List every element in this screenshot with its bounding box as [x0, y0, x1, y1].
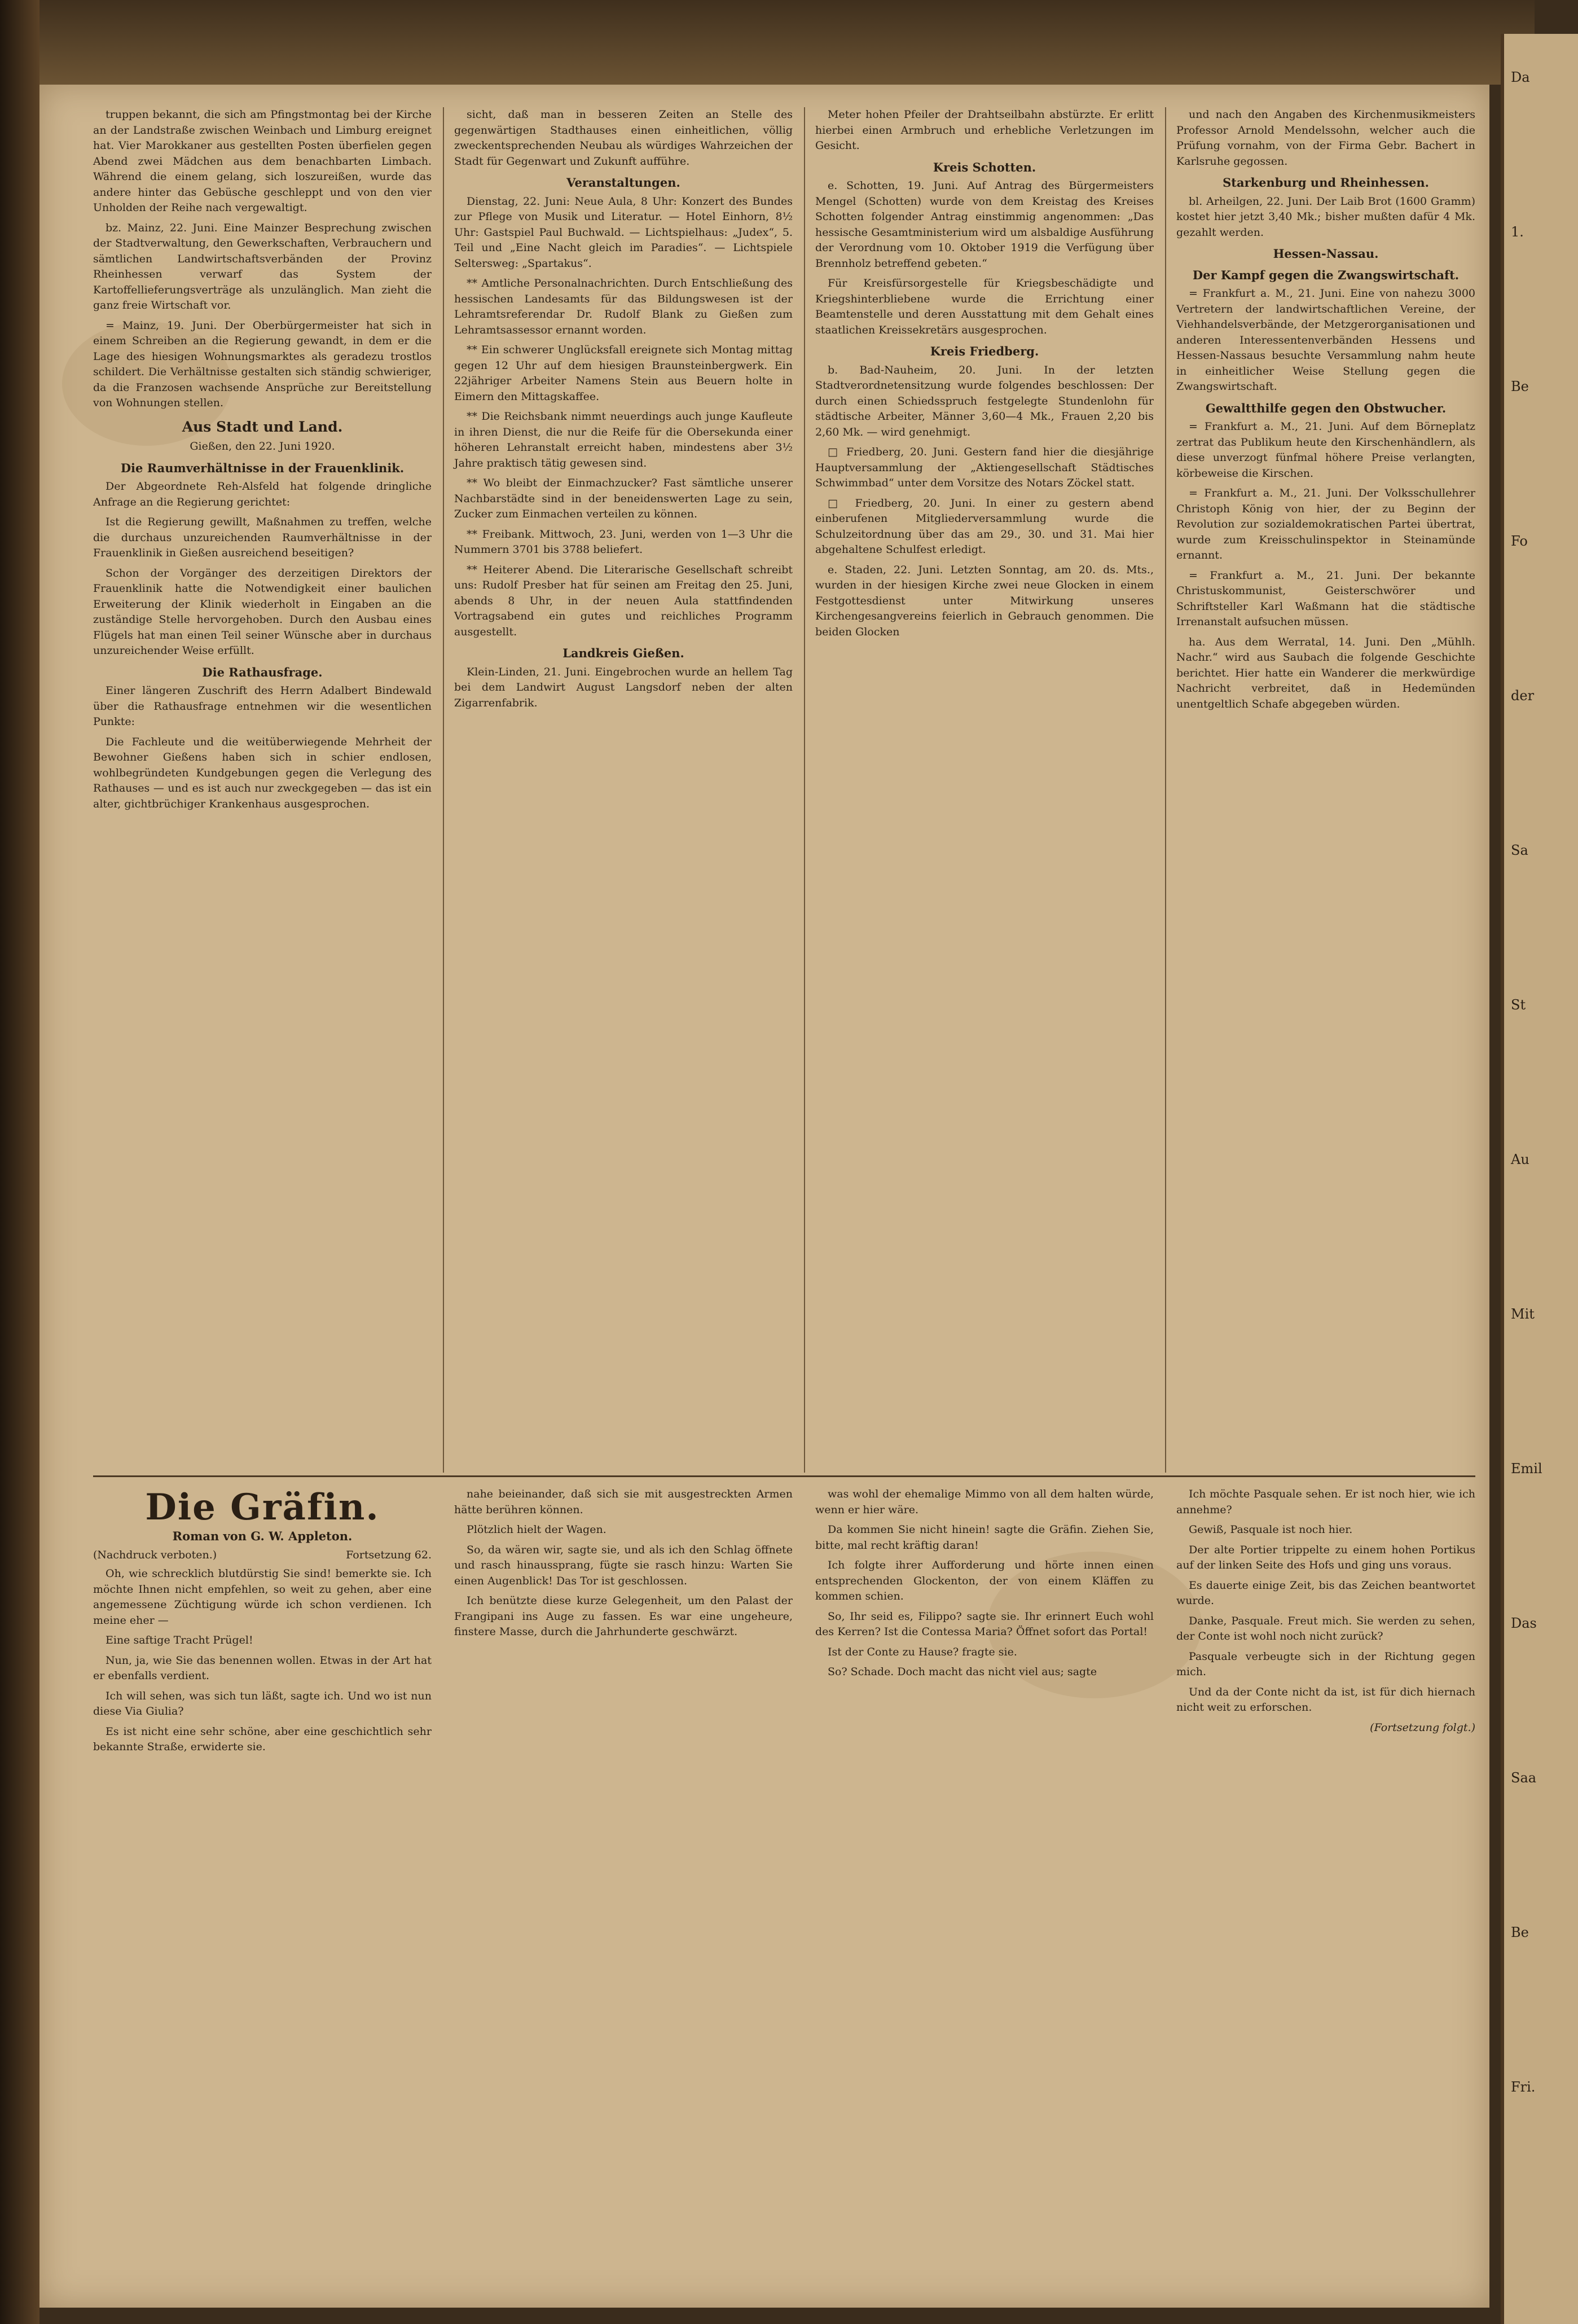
- article-paragraph: bz. Mainz, 22. Juni. Eine Mainzer Besprechung zwischen der Stadtverwaltung, den Gewerkschaften, Verbrauchern und sämtlichen Landwirtschaftsverbänden der Provinz Rheinhessen verwarf das System der Kartoffellieferungsverträge als unzulänglich. Man zieht die ganz freie Wirtschaft vor.: [93, 221, 432, 311]
- feuilleton-rule: [93, 1475, 1475, 1477]
- serial-paragraph: Ich möchte Pasquale sehen. Er ist noch hier, wie ich annehme?: [1176, 1488, 1475, 1516]
- dateline: Gießen, den 22. Juni 1920.: [190, 440, 335, 453]
- article-paragraph: Für Kreisfürsorgestelle für Kriegsbeschädigte und Kriegshinterbliebene wurde die Errichtung einer Beamtenstelle und deren Ausstattung mit dem Gehalt eines staatlichen Kreissekretärs ausgesprochen.: [815, 277, 1154, 336]
- serial-paragraph: nahe beieinander, daß sich sie mit ausgestreckten Armen hätte berühren können.: [454, 1488, 793, 1516]
- article-paragraph: = Frankfurt a. M., 21. Juni. Eine von nahezu 3000 Vertretern der landwirtschaftlichen Vereine, der Viehhandelsverbände, der Metzgerorganisationen und anderen Interessentenverbänden Hessens und Hessen-Nassaus besuchte Versammlung nahm heute in einheitlicher Weise Stellung gegen die Zwangswirtschaft.: [1176, 287, 1475, 393]
- article-paragraph: Die Fachleute und die weitüberwiegende Mehrheit der Bewohner Gießens haben sich in schier endlosen, wohlbegründeten Kundgebungen gegen die Verlegung des Rathauses — und es ist auch nur zweckgegeben — das ist ein alter, gichtbrüchiger Krankenhaus ausgesprochen.: [93, 735, 432, 810]
- serial-note: [93, 1548, 432, 1563]
- serial-paragraph: was wohl der ehemalige Mimmo von all dem halten würde, wenn er hier wäre.: [815, 1488, 1154, 1516]
- article-paragraph: ** Wo bleibt der Einmachzucker? Fast sämtliche unserer Nachbarstädte sind in der beneidenswerten Lage zu sein, Zucker zum Einmachen verteilen zu können.: [454, 477, 793, 520]
- adjacent-page-fragment: der: [1511, 688, 1535, 704]
- installment-number: Fortsetzung 62.: [346, 1548, 432, 1561]
- article-paragraph: sicht, daß man in besseren Zeiten an Stelle des gegenwärtigen Stadthauses einen einheitlichen, völlig zweckentsprechenden Neubau als würdiges Wahrzeichen der Stadt für Gegenwart und Zukunft aufführe.: [454, 108, 793, 168]
- adjacent-page-edge: [1501, 34, 1578, 2324]
- serial-paragraph: Ist der Conte zu Hause? fragte sie.: [828, 1645, 1017, 1658]
- section-heading: Landkreis Gießen.: [562, 646, 684, 660]
- serial-column-3: [815, 1487, 1154, 1685]
- article-paragraph: truppen bekannt, die sich am Pfingstmontag bei der Kirche an der Landstraße zwischen Weinbach und Limburg ereignet hat. Vier Marokkaner aus gestellten Posten überfielen gegen Abend zwei Mädchen aus dem benachbarten Limbach. Während die einem gelang, sich loszureißen, wurde das andere hinter das Gebüsche geschleppt und von den vier Unholden der Reihe nach vergewaltigt.: [93, 108, 432, 214]
- adjacent-page-fragment: Mit: [1511, 1306, 1535, 1322]
- column-2: [454, 107, 793, 715]
- serial-paragraph: Nun, ja, wie Sie das benennen wollen. Etwas in der Art hat er ebenfalls verdient.: [93, 1654, 432, 1682]
- article-paragraph: Ist die Regierung gewillt, Maßnahmen zu treffen, welche die durchaus unzureichenden Raumverhältnisse in der Frauenklinik in Gießen ausreichend beseitigen?: [93, 516, 432, 559]
- serial-paragraph: Ich will sehen, was sich tun läßt, sagte ich. Und wo ist nun diese Via Giulia?: [93, 1689, 432, 1717]
- serial-paragraph: So, Ihr seid es, Filippo? sagte sie. Ihr erinnert Euch wohl des Kerren? Ist die Contessa Maria? Öffnet sofort das Portal!: [815, 1610, 1154, 1638]
- article-paragraph: Dienstag, 22. Juni: Neue Aula, 8 Uhr: Konzert des Bundes zur Pflege von Musik und Literatur. — Hotel Einhorn, 8½ Uhr: Gastspiel Paul Buchwald. — Lichtspielhaus: „Judex“, 5. Teil und „Eine Nacht gleich im Paradies“. — Lichtspiele Seltersweg: „Spartakus“.: [454, 195, 793, 270]
- section-heading: Aus Stadt und Land.: [182, 418, 343, 435]
- adjacent-page-fragment: Saa: [1511, 1770, 1537, 1786]
- continuation-note: (Fortsetzung folgt.): [1370, 1721, 1475, 1734]
- article-paragraph: ** Heiterer Abend. Die Literarische Gesellschaft schreibt uns: Rudolf Presber hat für seinen am Freitag den 25. Juni, abends 8 Uhr, in der neuen Aula stattfindenden Vortragsabend ein gutes und reichliches Programm ausgestellt.: [454, 563, 793, 638]
- article-paragraph: ** Die Reichsbank nimmt neuerdings auch junge Kaufleute in ihren Dienst, die nur die Reife für die Obersekunda einer höheren Lehranstalt erreicht haben, mindestens aber 3½ Jahre praktisch tätig gewesen sind.: [454, 410, 793, 469]
- column-3: [815, 107, 1154, 644]
- serial-paragraph: Es ist nicht eine sehr schöne, aber eine geschichtlich sehr bekannte Straße, erwiderte sie.: [93, 1725, 432, 1753]
- section-heading: Gewaltthilfe gegen den Obstwucher.: [1205, 401, 1447, 415]
- article-paragraph: = Frankfurt a. M., 21. Juni. Auf dem Börneplatz zertrat das Publikum heute den Kirschenhändlern, als diese unverzogt fünfmal höhere Preise verlangten, körbeweise die Kirschen.: [1176, 420, 1475, 480]
- adjacent-page-fragment: Fo: [1511, 533, 1528, 549]
- section-heading: Starkenburg und Rheinhessen.: [1223, 175, 1429, 190]
- serial-paragraph: Und da der Conte nicht da ist, ist für dich hiernach nicht weit zu erforschen.: [1176, 1685, 1475, 1714]
- column-divider: [443, 107, 444, 1473]
- adjacent-page-fragment: 1.: [1511, 224, 1524, 240]
- adjacent-page-fragment: St: [1511, 997, 1526, 1013]
- article-paragraph: ** Amtliche Personalnachrichten. Durch Entschließung des hessischen Landesamts für das Bildungswesen ist der Lehramtsreferendar Dr. Rudolf Blank zu Gießen zum Lehramtsassessor ernannt worden.: [454, 277, 793, 336]
- article-paragraph: Der Abgeordnete Reh-Alsfeld hat folgende dringliche Anfrage an die Regierung gerichtet:: [93, 480, 432, 508]
- serial-paragraph: Oh, wie schrecklich blutdürstig Sie sind! bemerkte sie. Ich möchte Ihnen nicht empfehlen, so weit zu gehen, aber eine angemessene Züchtigung würde ich schon verdienen. Ich meine eher —: [93, 1567, 432, 1627]
- serial-text: [454, 1487, 793, 1640]
- section-heading: Die Raumverhältnisse in der Frauenklinik.: [120, 460, 405, 475]
- scan-top-edge: [39, 0, 1535, 85]
- serial-title: Die Gräfin.: [145, 1486, 380, 1528]
- serial-text: [1176, 1487, 1475, 1716]
- adjacent-page-fragment: Au: [1511, 1152, 1529, 1167]
- article-paragraph: ** Freibank. Mittwoch, 23. Juni, werden von 1—3 Uhr die Nummern 3701 bis 3788 beliefert.: [454, 528, 793, 556]
- book-spine: [0, 0, 39, 2324]
- section-heading: Kreis Friedberg.: [930, 344, 1039, 358]
- serial-paragraph: Danke, Pasquale. Freut mich. Sie werden zu sehen, der Conte ist wohl noch nicht zurück?: [1176, 1614, 1475, 1642]
- article-paragraph: Klein-Linden, 21. Juni. Eingebrochen wurde an hellem Tag bei dem Landwirt August Langsdorf neben der alten Zigarrenfabrik.: [454, 665, 793, 709]
- section-heading: Hessen-Nassau.: [1273, 247, 1379, 261]
- article-paragraph: und nach den Angaben des Kirchenmusikmeisters Professor Arnold Mendelssohn, welcher auch die Prüfung vornahm, von der Firma Gebr. Bachert in Karlsruhe gegossen.: [1176, 108, 1475, 168]
- serial-paragraph: Der alte Portier trippelte zu einem hohen Portikus auf der linken Seite des Hofs und ging uns voraus.: [1176, 1543, 1475, 1571]
- article-paragraph: = Mainz, 19. Juni. Der Oberbürgermeister hat sich in einem Schreiben an die Regierung gewandt, in dem er die Lage des hiesigen Wohnungsmarktes als geradezu trostlos schildert. Die Verhältnisse gestalten sich ständig schwieriger, da die Franzosen wachsende Ansprüche zur Bereitstellung von Wohnungen stellen.: [93, 319, 432, 409]
- article-paragraph: Schon der Vorgänger des derzeitigen Direktors der Frauenklinik hatte die Notwendigkeit einer baulichen Erweiterung der Klinik wiederholt in Eingaben an die zuständige Stelle hervorgehoben. Durch den Ausbau eines Flügels hat man einen Teil seiner Wünsche aber in durchaus unzureichender Weise erfüllt.: [93, 566, 432, 657]
- section-heading: Veranstaltungen.: [566, 175, 680, 190]
- article-paragraph: e. Schotten, 19. Juni. Auf Antrag des Bürgermeisters Mengel (Schotten) wurde von dem Kreistag des Kreises Schotten folgender Antrag einstimmig angenommen: „Das hessische Gesamtministerium wird um alsbaldige Ausführung der Verordnung vom 10. Oktober 1919 die Verfügung über Brennholz betreffend gebeten.“: [815, 179, 1154, 270]
- article-paragraph: ha. Aus dem Werratal, 14. Juni. Den „Mühlh. Nachr.“ wird aus Saubach die folgende Geschichte berichtet. Hier hatte ein Wanderer die merkwürdige Nachricht verbreitet, daß in Hedemünden unentgeltlich Schafe abgegeben würden.: [1176, 635, 1475, 710]
- adjacent-page-fragment: Das: [1511, 1615, 1537, 1631]
- article-paragraph: Meter hohen Pfeiler der Drahtseilbahn abstürzte. Er erlitt hierbei einen Armbruch und erhebliche Verletzungen im Gesicht.: [815, 108, 1154, 152]
- article-paragraph: □ Friedberg, 20. Juni. In einer zu gestern abend einberufenen Mitgliederversammlung wurde die Schulzeitordnung über das am 29., 30. und 31. Mai hier abgehaltene Schulfest erledigt.: [815, 497, 1154, 556]
- column-1: [93, 107, 432, 816]
- serial-text: [815, 1487, 1154, 1680]
- adjacent-page-fragment: Be: [1511, 1925, 1529, 1940]
- serial-paragraph: Ich benützte diese kurze Gelegenheit, um den Palast der Frangipani ins Auge zu fassen. Es war eine ungeheure, finstere Masse, durch die Jahrhunderte geschwärzt.: [454, 1594, 793, 1638]
- article-paragraph: bl. Arheilgen, 22. Juni. Der Laib Brot (1600 Gramm) kostet hier jetzt 3,40 Mk.; bisher mußten dafür 4 Mk. gezahlt werden.: [1176, 195, 1475, 239]
- serial-paragraph: Gewiß, Pasquale ist noch hier.: [1189, 1523, 1353, 1536]
- serial-paragraph: Es dauerte einige Zeit, bis das Zeichen beantwortet wurde.: [1176, 1579, 1475, 1607]
- serial-column-2: [454, 1487, 793, 1645]
- serial-column-1: [93, 1487, 432, 1760]
- section-heading: Die Rathausfrage.: [202, 665, 323, 679]
- serial-paragraph: Plötzlich hielt der Wagen.: [467, 1523, 606, 1536]
- serial-column-4: [1176, 1487, 1475, 1740]
- article-paragraph: = Frankfurt a. M., 21. Juni. Der Volksschullehrer Christoph König von hier, der zu Beginn der Revolution zur sozialdemokratischen Partei übertrat, wurde zum Kreisschulinspektor in Steinamünde ernannt.: [1176, 487, 1475, 561]
- reprint-notice: (Nachdruck verboten.): [93, 1548, 217, 1561]
- column-divider: [1165, 107, 1166, 1473]
- article-paragraph: Einer längeren Zuschrift des Herrn Adalbert Bindewald über die Rathausfrage entnehmen wir die wesentlichen Punkte:: [93, 684, 432, 728]
- adjacent-page-fragment: Da: [1511, 69, 1530, 85]
- article-paragraph: ** Ein schwerer Unglücksfall ereignete sich Montag mittag gegen 12 Uhr auf dem hiesigen Braunsteinbergwerk. Ein 22jähriger Arbeiter Namens Stein aus Beuern holte in Eimern den Mittagskaffee.: [454, 344, 793, 403]
- adjacent-page-fragment: Fri.: [1511, 2079, 1536, 2095]
- serial-author: Roman von G. W. Appleton.: [172, 1529, 353, 1543]
- serial-paragraph: Ich folgte ihrer Aufforderung und hörte innen einen entsprechenden Glockenton, der von einem Kläffen zu kommen schien.: [815, 1559, 1154, 1602]
- adjacent-page-fragment: Emil: [1511, 1461, 1542, 1477]
- adjacent-page-fragment: Be: [1511, 379, 1529, 394]
- serial-paragraph: Pasquale verbeugte sich in der Richtung gegen mich.: [1176, 1650, 1475, 1678]
- serial-paragraph: So? Schade. Doch macht das nicht viel aus; sagte: [828, 1666, 1097, 1678]
- column-divider: [804, 107, 805, 1473]
- adjacent-page-fragment: Sa: [1511, 842, 1528, 858]
- serial-paragraph: Da kommen Sie nicht hinein! sagte die Gräfin. Ziehen Sie, bitte, mal recht kräftig daran!: [815, 1523, 1154, 1552]
- article-paragraph: b. Bad-Nauheim, 20. Juni. In der letzten Stadtverordnetensitzung wurde folgendes beschlossen: Der durch einen Schiedsspruch festgelegte Stundenlohn für städtische Arbeiter, Männer 3,60—4 Mk., Frauen 2,20 bis 2,60 Mk. — wird genehmigt.: [815, 363, 1154, 438]
- article-paragraph: = Frankfurt a. M., 21. Juni. Der bekannte Christuskommunist, Geisterschwörer und Schriftsteller Karl Waßmann hat die städtische Irrenanstalt aufsuchen müssen.: [1176, 569, 1475, 628]
- serial-paragraph: Eine saftige Tracht Prügel!: [106, 1634, 253, 1646]
- article-paragraph: □ Friedberg, 20. Juni. Gestern fand hier die diesjährige Hauptversammlung der „Aktiengesellschaft Städtisches Schwimmbad“ unter dem Vorsitze des Notars Zöckel statt.: [815, 446, 1154, 489]
- section-heading: Kreis Schotten.: [933, 160, 1036, 174]
- serial-paragraph: So, da wären wir, sagte sie, und als ich den Schlag öffnete und rasch hinaussprang, fügte sie rasch hinzu: Warten Sie einen Augenblick! Das Tor ist geschlossen.: [454, 1543, 793, 1587]
- section-heading: Der Kampf gegen die Zwangswirtschaft.: [1192, 267, 1460, 282]
- serial-text: [93, 1566, 432, 1755]
- column-4: [1176, 107, 1475, 717]
- article-paragraph: e. Staden, 22. Juni. Letzten Sonntag, am 20. ds. Mts., wurden in der hiesigen Kirche zwei neue Glocken in einem Festgottesdienst unter Mitwirkung unseres Kirchengesangvereins feierlich in Gebrauch genommen. Die beiden Glocken: [815, 563, 1154, 638]
